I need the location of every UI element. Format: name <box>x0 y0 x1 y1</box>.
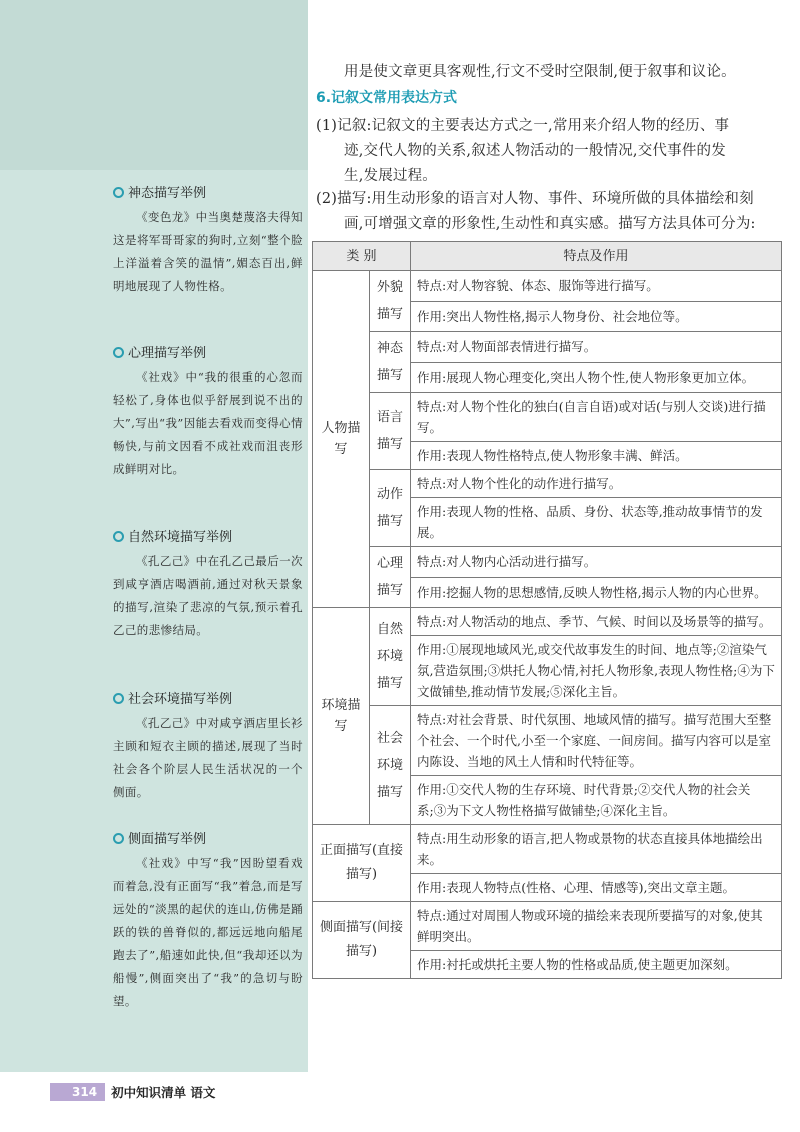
category-direct: 正面描写(直接描写) <box>313 825 411 902</box>
cell-feature: 特点:用生动形象的语言,把人物或景物的状态直接具体地描绘出来。 <box>411 825 782 874</box>
sidebar-example-natural <box>113 528 303 642</box>
sidebar-top-band <box>0 0 308 170</box>
table-row <box>313 271 782 302</box>
cell-effect: 作用:展现人物心理变化,突出人物个性,使人物形象更加立体。 <box>411 362 782 393</box>
cell-effect: 作用:衬托或烘托主要人物的性格或品质,使主题更加深刻。 <box>411 951 782 979</box>
sub-social: 社会环境描写 <box>370 706 411 825</box>
intro-line: 用是使文章更具客观性,行文不受时空限制,便于叙事和议论。 <box>344 64 736 80</box>
page-footer <box>50 1080 215 1104</box>
sidebar-example-text: 《孔乙己》中在孔乙己最后一次到咸亨酒店喝酒前,通过对秋天景象的描写,渲染了悲凉的气氛,预示着孔乙己的悲惨结局。 <box>113 554 303 637</box>
cell-feature: 特点:对人物容貌、体态、服饰等进行描写。 <box>411 271 782 302</box>
category-person: 人物描写 <box>313 271 370 608</box>
table-row <box>313 706 782 776</box>
table-row <box>313 902 782 951</box>
table-row <box>313 608 782 636</box>
bullet-circle-icon <box>113 833 124 844</box>
table-row <box>313 470 782 498</box>
para1-line: (1)记叙:记叙文的主要表达方式之一,常用来介绍人物的经历、事 <box>316 118 730 134</box>
para1-line: 迹,交代人物的关系,叙述人物活动的一般情况,交代事件的发 <box>344 143 726 159</box>
sidebar-example-text: 《变色龙》中当奥楚蔑洛夫得知这是将军哥哥家的狗时,立刻“整个脸上洋溢着含笑的温情”,媚态百出,鲜明地展现了人物性格。 <box>113 210 303 293</box>
sidebar-example-indirect <box>113 830 303 1013</box>
sub-expression: 神态描写 <box>370 332 411 393</box>
bullet-circle-icon <box>113 531 124 542</box>
page-number: 314 <box>50 1083 105 1101</box>
cell-effect: 作用:表现人物性格特点,使人物形象丰满、鲜活。 <box>411 442 782 470</box>
cell-feature: 特点:对人物个性化的独白(自言自语)或对话(与别人交谈)进行描写。 <box>411 393 782 442</box>
sidebar-example-psychology <box>113 344 303 481</box>
header-category: 类 别 <box>313 242 411 271</box>
description-methods-table <box>312 241 782 979</box>
cell-effect: 作用:①展现地域风光,或交代故事发生的时间、地点等;②渲染气氛,营造氛围;③烘托人物心情,衬托人物形象,表现人物性格;④为下文做铺垫,推动情节发展;⑤深化主旨。 <box>411 636 782 706</box>
sidebar-example-expression <box>113 184 303 298</box>
category-indirect: 侧面描写(间接描写) <box>313 902 411 979</box>
sidebar-example-social <box>113 690 303 804</box>
sub-psychology: 心理描写 <box>370 547 411 608</box>
sidebar-example-title: 神态描写举例 <box>113 184 303 204</box>
book-title: 初中知识清单 语文 <box>111 1085 216 1100</box>
sidebar-example-title: 心理描写举例 <box>113 344 303 364</box>
cell-effect: 作用:表现人物特点(性格、心理、情感等),突出文章主题。 <box>411 874 782 902</box>
table-row <box>313 547 782 578</box>
table-row <box>313 393 782 442</box>
cell-feature: 特点:对人物活动的地点、季节、气候、时间以及场景等的描写。 <box>411 608 782 636</box>
cell-feature: 特点:对人物内心活动进行描写。 <box>411 547 782 578</box>
section-title: 6.记叙文常用表达方式 <box>316 90 458 106</box>
cell-feature: 特点:通过对周围人物或环境的描绘来表现所要描写的对象,使其鲜明突出。 <box>411 902 782 951</box>
bullet-circle-icon <box>113 187 124 198</box>
sidebar-example-text: 《社戏》中“我的很重的心忽而轻松了,身体也似乎舒展到说不出的大”,写出“我”因能去看戏而变得心情畅快,与前文因看不成社戏而沮丧形成鲜明对比。 <box>113 370 303 476</box>
sub-appearance: 外貌描写 <box>370 271 411 332</box>
sub-action: 动作描写 <box>370 470 411 547</box>
cell-feature: 特点:对社会背景、时代氛围、地域风情的描写。描写范围大至整个社会、一个时代,小至一个家庭、一间房间。描写内容可以是室内陈设、当地的风土人情和时代特征等。 <box>411 706 782 776</box>
category-environment: 环境描写 <box>313 608 370 825</box>
para2-line: (2)描写:用生动形象的语言对人物、事件、环境所做的具体描绘和刻 <box>316 191 754 207</box>
cell-effect: 作用:突出人物性格,揭示人物身份、社会地位等。 <box>411 301 782 332</box>
sidebar-example-text: 《社戏》中写“我”因盼望看戏而着急,没有正面写“我”着急,而是写远处的“淡黑的起伏的连山,仿佛是踊跃的铁的兽脊似的,都远远地向船尾跑去了”,船速如此快,但“我却还以为船慢”,侧面突出了“我”的急切与盼望。 <box>113 856 303 1008</box>
sidebar-example-title: 侧面描写举例 <box>113 830 303 850</box>
bullet-circle-icon <box>113 347 124 358</box>
cell-feature: 特点:对人物面部表情进行描写。 <box>411 332 782 363</box>
cell-effect: 作用:表现人物的性格、品质、身份、状态等,推动故事情节的发展。 <box>411 498 782 547</box>
sub-language: 语言描写 <box>370 393 411 470</box>
cell-feature: 特点:对人物个性化的动作进行描写。 <box>411 470 782 498</box>
table-row <box>313 825 782 874</box>
bullet-circle-icon <box>113 693 124 704</box>
table-header-row <box>313 242 782 271</box>
sidebar-example-title: 自然环境描写举例 <box>113 528 303 548</box>
sidebar-example-text: 《孔乙己》中对咸亨酒店里长衫主顾和短衣主顾的描述,展现了当时社会各个阶层人民生活状况的一个侧面。 <box>113 716 303 799</box>
para2-line: 画,可增强文章的形象性,生动性和真实感。描写方法具体可分为: <box>344 216 756 232</box>
para1-line: 生,发展过程。 <box>344 168 438 184</box>
cell-effect: 作用:①交代人物的生存环境、时代背景;②交代人物的社会关系;③为下文人物性格描写做铺垫;④深化主旨。 <box>411 776 782 825</box>
sidebar-example-title: 社会环境描写举例 <box>113 690 303 710</box>
sub-natural: 自然环境描写 <box>370 608 411 706</box>
table-row <box>313 332 782 363</box>
cell-effect: 作用:挖掘人物的思想感情,反映人物性格,揭示人物的内心世界。 <box>411 577 782 608</box>
header-features: 特点及作用 <box>411 242 782 271</box>
